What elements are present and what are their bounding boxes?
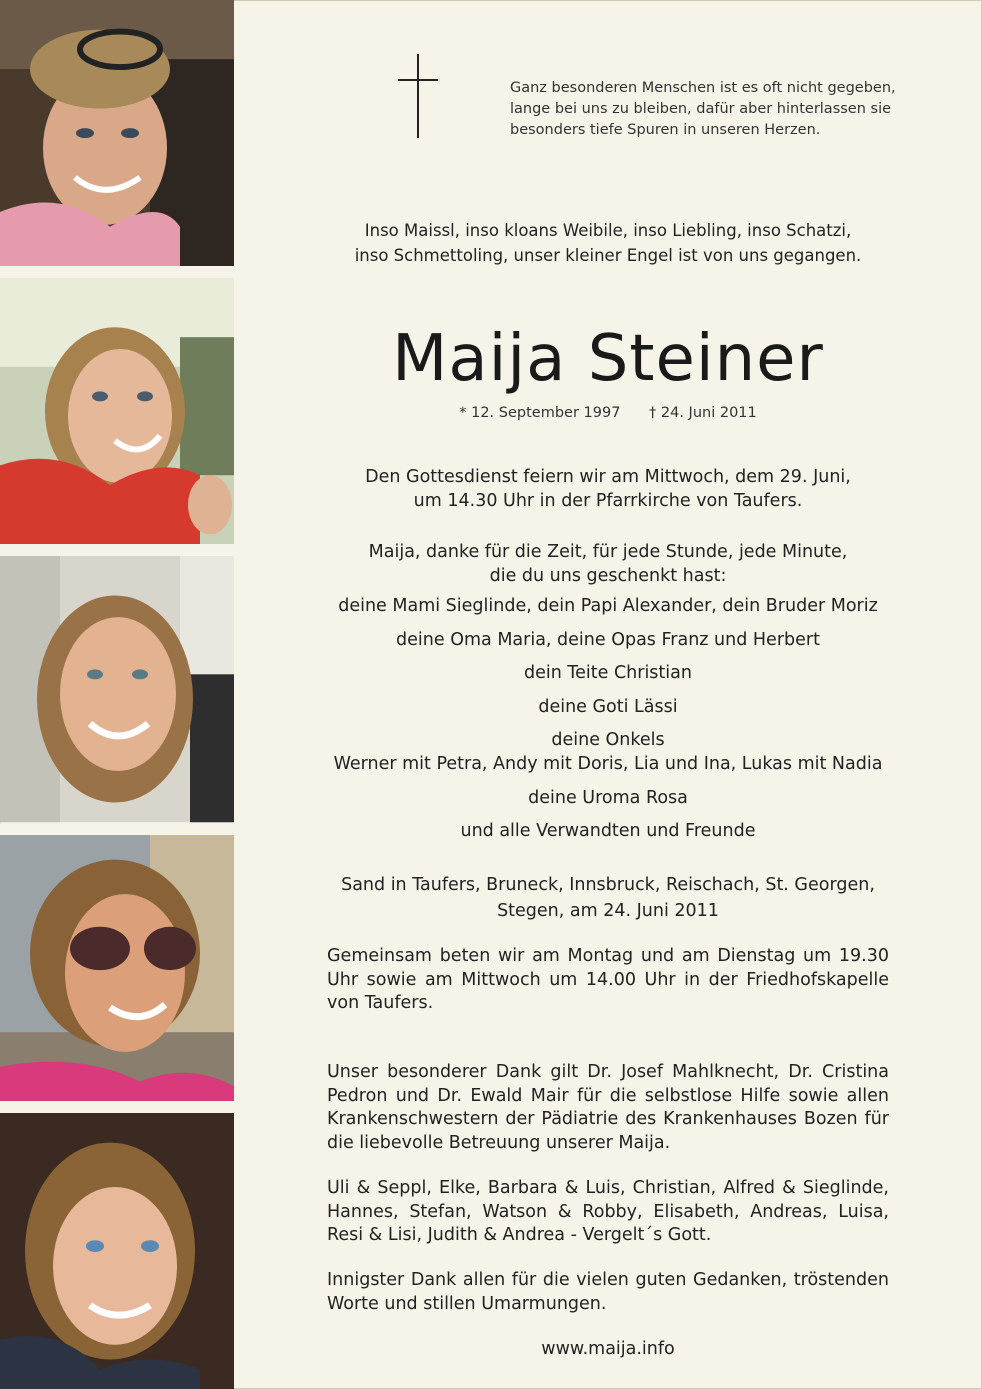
service-line: Den Gottesdienst feiern wir am Mittwoch, dem 29. Juni, <box>365 467 851 487</box>
final-thanks: Innigster Dank allen für die vielen guten Gedanken, tröstenden Worte und stillen Umarmungen. <box>327 1270 889 1314</box>
service-announcement <box>294 465 922 513</box>
intro-line: Inso Maissl, inso kloans Weibile, inso Liebling, inso Schatzi, <box>364 221 852 240</box>
thanks-lead-line: Maija, danke für die Zeit, für jede Stunde, jede Minute, <box>368 542 848 562</box>
places-line: Stegen, am 24. Juni 2011 <box>497 901 719 921</box>
family-line: Werner mit Petra, Andy mit Doris, Lia und Ina, Lukas mit Nadia <box>333 754 883 774</box>
places-and-date <box>294 872 922 924</box>
family-line: deine Oma Maria, deine Opas Franz und Herbert <box>396 629 820 650</box>
places-line: Sand in Taufers, Bruneck, Innsbruck, Reischach, St. Georgen, <box>341 875 875 895</box>
family-line: und alle Verwandten und Freunde <box>460 821 756 841</box>
photo-column <box>0 0 234 1389</box>
family-list <box>294 594 922 853</box>
life-dates <box>294 405 922 421</box>
photo-girl-blue-eyes <box>0 1113 234 1389</box>
thanks-lead-line: die du uns geschenkt hast: <box>489 566 727 586</box>
family-line: deine Mami Sieglinde, dein Papi Alexander, dein Bruder Moriz <box>338 596 878 616</box>
photo-girl-wearing-sunglasses <box>0 835 234 1113</box>
medical-thanks: Unser besonderer Dank gilt Dr. Josef Mahlknecht, Dr. Cristina Pedron und Dr. Ewald Mair für die selbstlose Hilfe sowie allen Krankenschwestern der Pädiatrie des Krankenhauses Bozen für die liebevolle Betreuung unserer Maija. <box>327 1062 889 1153</box>
intro-text <box>294 218 922 268</box>
family-line: dein Teite Christian <box>524 663 692 683</box>
family-line: deine Goti Lässi <box>538 696 678 717</box>
service-line: um 14.30 Uhr in der Pfarrkirche von Taufers. <box>413 491 803 511</box>
intro-line: inso Schmettoling, unser kleiner Engel ist von uns gegangen. <box>354 246 862 265</box>
photo-girl-smiling-kitchen <box>0 556 234 834</box>
thanks-lead <box>294 540 922 588</box>
family-line: deine Onkels <box>551 730 665 750</box>
prayer-announcement: Gemeinsam beten wir am Montag und am Dienstag um 19.30 Uhr sowie am Mittwoch um 14.00 Uhr in der Friedhofskapelle von Taufers. <box>327 946 889 1013</box>
deceased-name: Maija Steiner <box>392 322 824 396</box>
memorial-quote: Ganz besonderen Menschen ist es oft nicht gegeben, lange bei uns zu bleiben, dafür aber hinterlassen sie besonders tiefe Spuren in unseren Herzen. <box>510 80 896 138</box>
photo-girl-red-shirt <box>0 278 234 556</box>
family-line: deine Uroma Rosa <box>528 787 688 808</box>
friends-thanks: Uli & Seppl, Elke, Barbara & Luis, Christian, Alfred & Sieglinde, Hannes, Stefan, Watson & Robby, Elisabeth, Andreas, Luisa, Resi & Lisi, Judith & Andrea - Vergelt´s Gott. <box>327 1178 889 1245</box>
death-date: † 24. Juni 2011 <box>649 405 757 421</box>
obituary-content <box>234 0 982 1389</box>
website-link[interactable]: www.maija.info <box>541 1339 675 1359</box>
photo-girl-sunglasses-on-head <box>0 0 234 278</box>
birth-date: * 12. September 1997 <box>459 405 621 421</box>
cross-icon <box>398 54 438 138</box>
